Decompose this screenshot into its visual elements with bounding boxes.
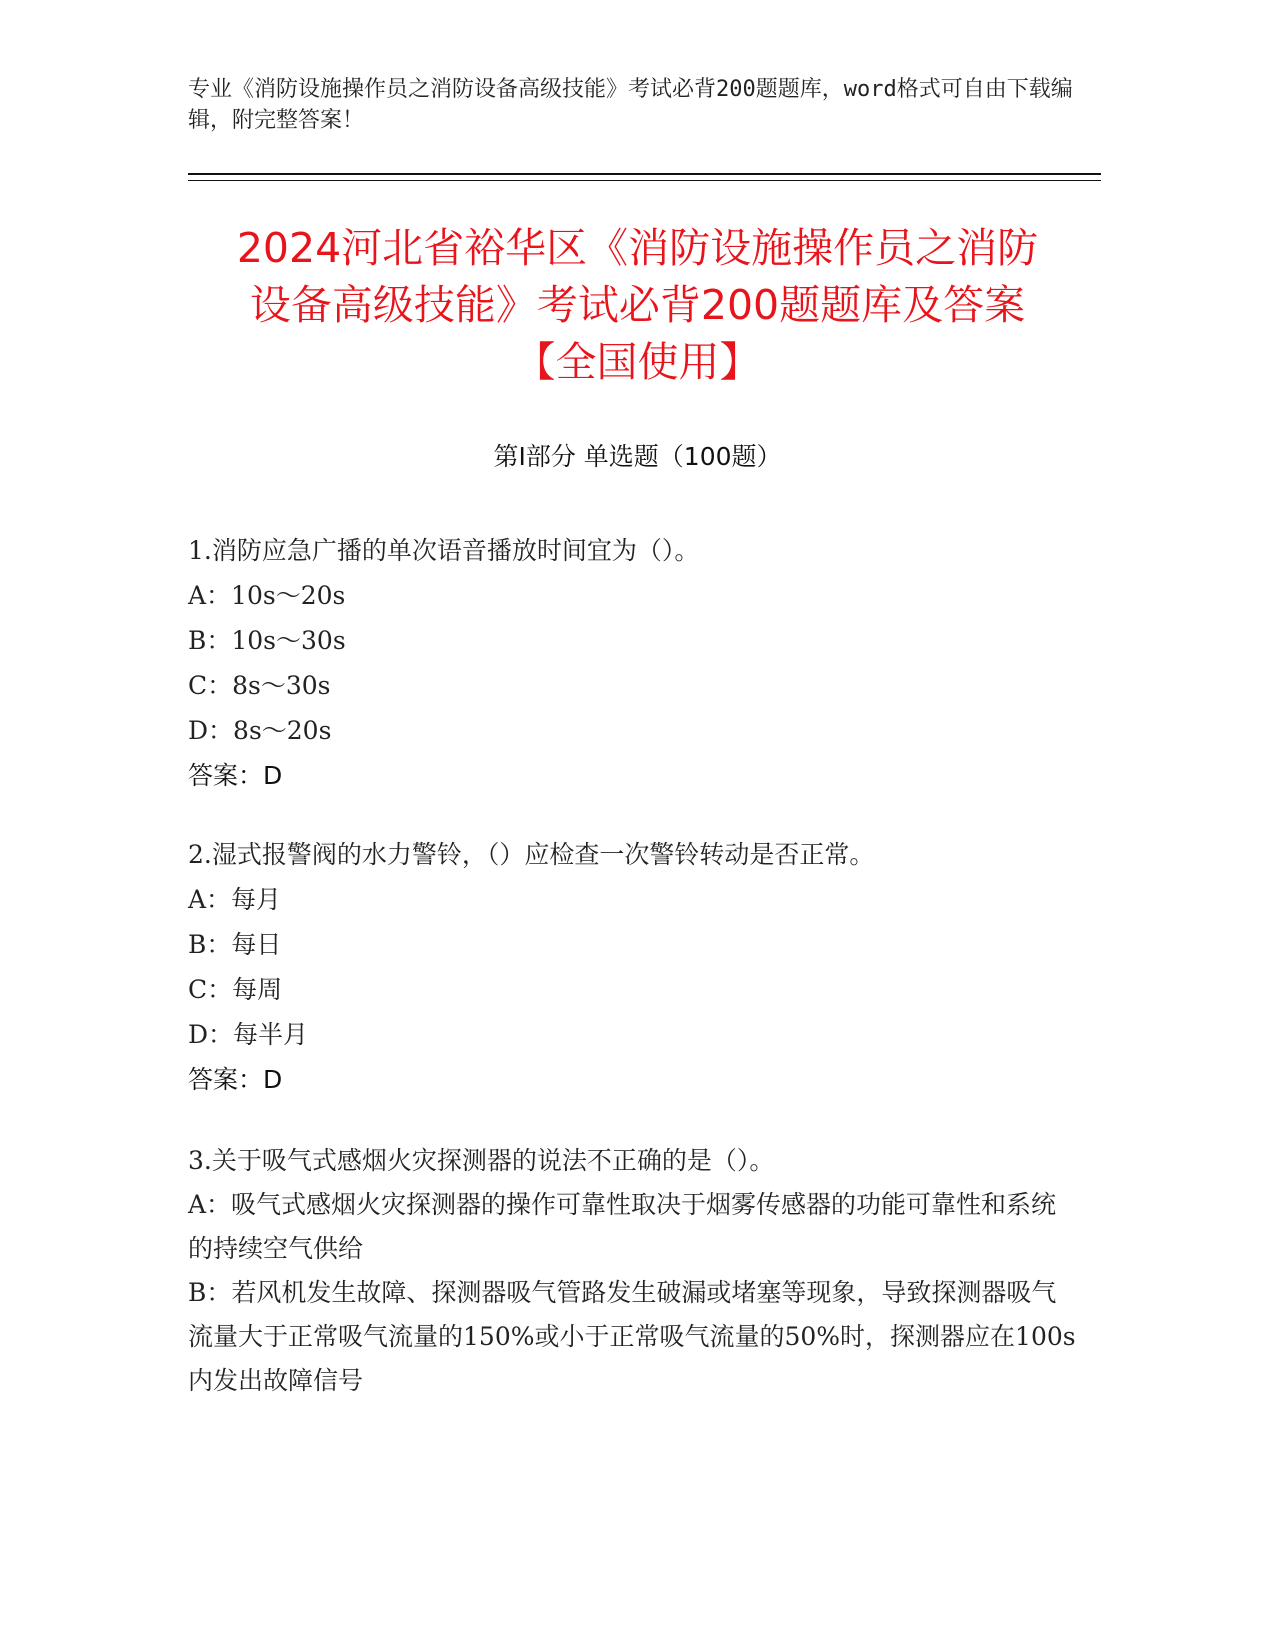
answer: 答案：D bbox=[188, 1065, 283, 1094]
question-text: 1.消防应急广播的单次语音播放时间宜为（）。 bbox=[188, 536, 700, 565]
option-c: C：8s～30s bbox=[188, 671, 331, 700]
title-line: 2024河北省裕华区《消防设施操作员之消防 bbox=[236, 224, 1039, 272]
question-2 bbox=[188, 832, 1078, 1102]
header-divider bbox=[188, 173, 1101, 175]
question-text: 3.关于吸气式感烟火灾探测器的说法不正确的是（）。 bbox=[188, 1146, 775, 1175]
question-1 bbox=[188, 528, 1078, 798]
option-a: A：每月 bbox=[188, 885, 282, 914]
section-title: 第Ⅰ部分 单选题（100题） bbox=[493, 442, 782, 471]
question-text: 2.湿式报警阀的水力警铃，（）应检查一次警铃转动是否正常。 bbox=[188, 840, 875, 869]
option-d: D：每半月 bbox=[188, 1020, 309, 1049]
option-b: B：每日 bbox=[188, 930, 282, 959]
option-d: D：8s～20s bbox=[188, 716, 332, 745]
title-line: 设备高级技能》考试必背200题题库及答案 bbox=[249, 281, 1026, 329]
option-a: A：吸气式感烟火灾探测器的操作可靠性取决于烟雾传感器的功能可靠性和系统的持续空气供给 bbox=[188, 1190, 1057, 1263]
title-line: 【全国使用】 bbox=[514, 338, 761, 386]
question-3 bbox=[188, 1138, 1078, 1403]
option-b: B：10s～30s bbox=[188, 626, 346, 655]
answer: 答案：D bbox=[188, 761, 283, 790]
header-divider-thin bbox=[188, 180, 1101, 181]
option-a: A：10s～20s bbox=[188, 581, 346, 610]
document-title bbox=[160, 220, 1115, 391]
header-note: 专业《消防设施操作员之消防设备高级技能》考试必背200题题库，word格式可自由下载编辑，附完整答案！ bbox=[188, 77, 1073, 133]
option-c: C：每周 bbox=[188, 975, 283, 1004]
option-b: B：若风机发生故障、探测器吸气管路发生破漏或堵塞等现象，导致探测器吸气流量大于正常吸气流量的150%或小于正常吸气流量的50%时，探测器应在100s内发出故障信号 bbox=[188, 1278, 1076, 1395]
